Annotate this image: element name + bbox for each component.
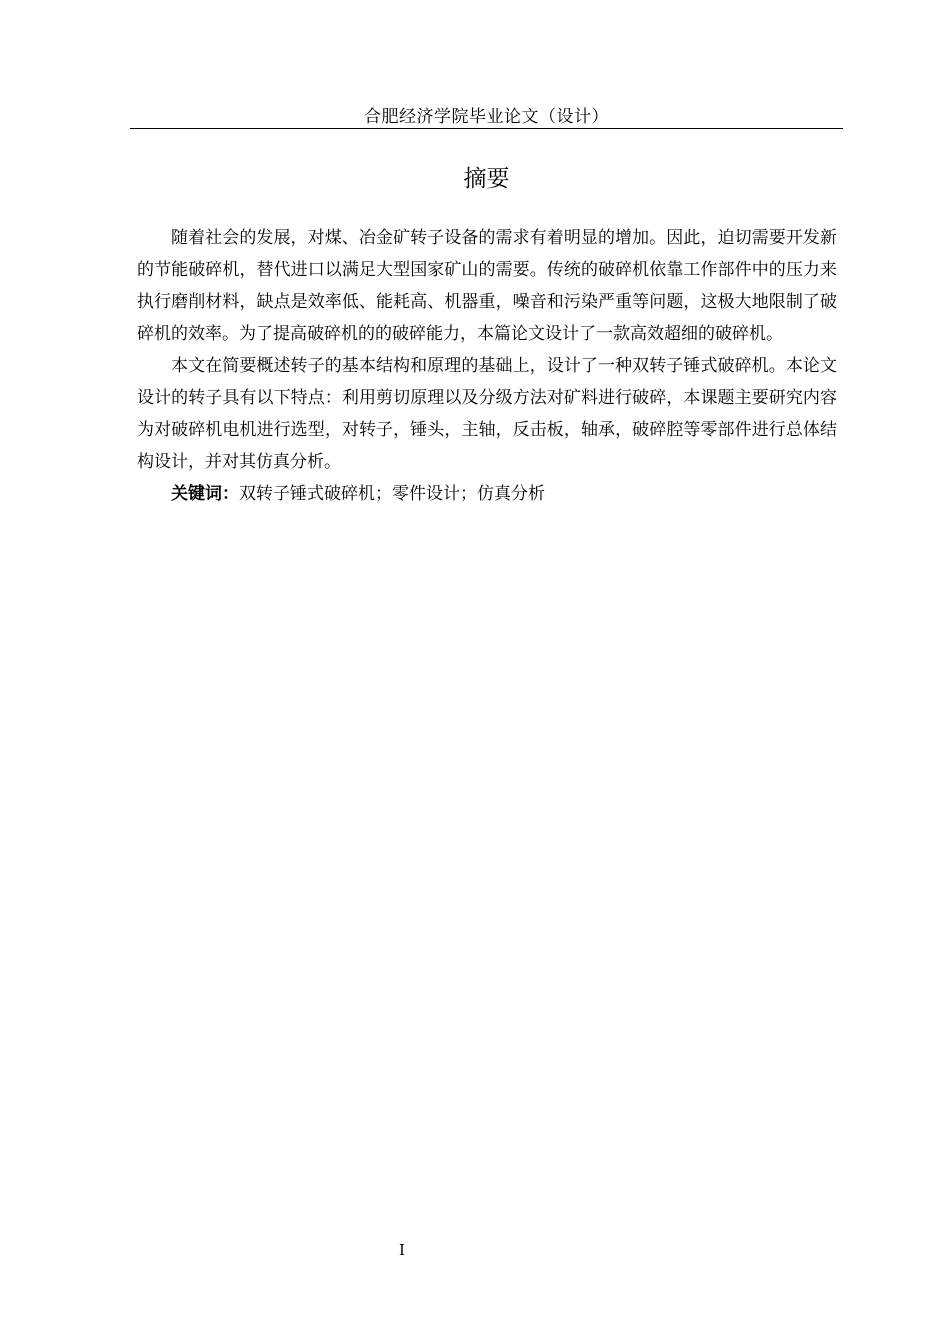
keywords-line (137, 478, 837, 510)
keywords-label: 关键词： (171, 484, 239, 504)
abstract-paragraph-1: 随着社会的发展，对煤、冶金矿转子设备的需求有着明显的增加。因此，迫切需要开发新的节能破碎机，替代进口以满足大型国家矿山的需要。传统的破碎机依靠工作部件中的压力来执行磨削材料，缺点是效率低、能耗高、机器重，噪音和污染严重等问题，这极大地限制了破碎机的效率。为了提高破碎机的的破碎能力，本篇论文设计了一款高效超细的破碎机。 (137, 228, 837, 344)
keywords-text: 双转子锤式破碎机；零件设计；仿真分析 (239, 484, 545, 504)
abstract-body (137, 222, 837, 510)
page-number: I (399, 1241, 405, 1259)
abstract-paragraph-2: 本文在简要概述转子的基本结构和原理的基础上，设计了一种双转子锤式破碎机。本论文设计的转子具有以下特点：利用剪切原理以及分级方法对矿料进行破碎，本课题主要研究内容为对破碎机电机进行选型，对转子，锤头，主轴，反击板，轴承，破碎腔等零部件进行总体结构设计，并对其仿真分析。 (137, 356, 837, 472)
abstract-title: 摘要 (463, 166, 510, 192)
page-header: 合肥经济学院毕业论文（设计） (364, 107, 609, 127)
header-divider (130, 128, 843, 129)
